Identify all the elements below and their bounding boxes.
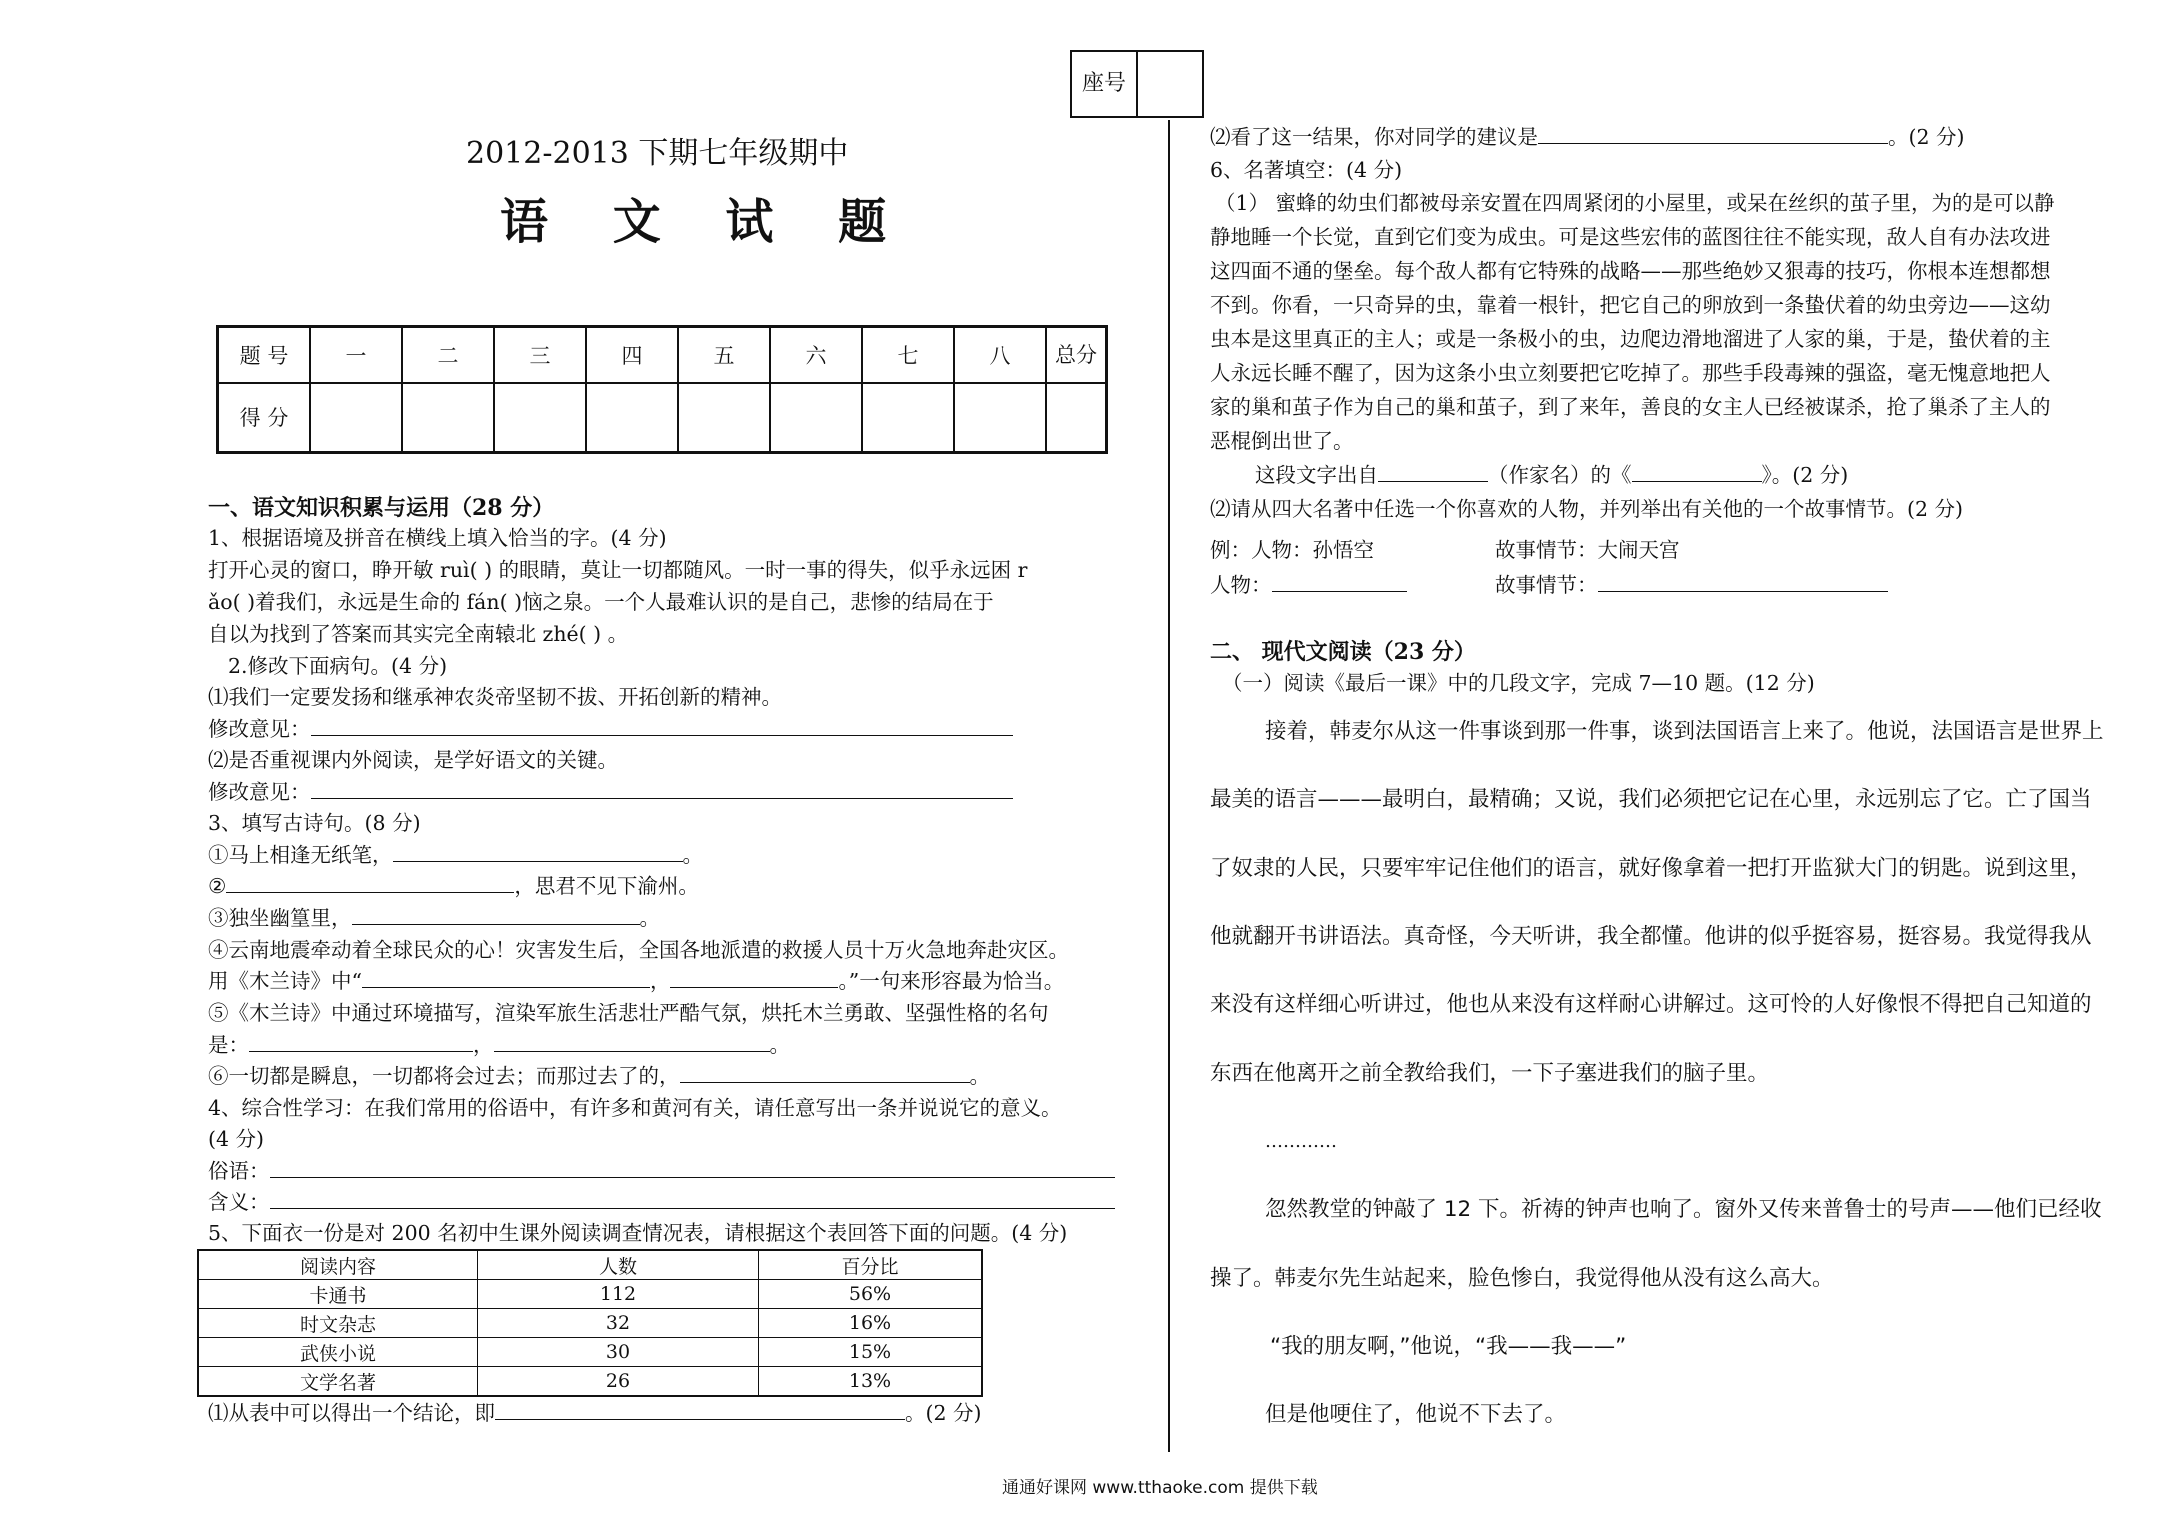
- q3-c-text: ③独坐幽篁里，: [208, 906, 352, 930]
- q2-fix2: [208, 778, 1013, 806]
- reading-line: 来没有这样细心听讲过，他也从来没有这样耐心讲解过。这可怜的人好像恨不得把自己知道的: [1210, 992, 2092, 1017]
- footer-credit: 通通好课网 www.tthaoke.com 提供下载: [1002, 1478, 1318, 1498]
- score-cell[interactable]: [678, 383, 770, 453]
- q3-e2: 是： ， 。: [208, 1033, 790, 1057]
- q1-line2: ǎo( )着我们，永远是生命的 fán( )恼之泉。一个人最难认识的是自己，悲惨的结局在于: [208, 590, 994, 614]
- score-col-2: 二: [402, 327, 494, 383]
- score-table-row1-label: 题 号: [218, 327, 311, 383]
- q5-1-text: ⑴从表中可以得出一个结论，即: [208, 1401, 495, 1425]
- q5-title: 5、下面衣一份是对 200 名初中生课外阅读调查情况表，请根据这个表回答下面的问题。(4 分): [208, 1221, 1068, 1245]
- score-cell[interactable]: [494, 383, 586, 453]
- poem-blank[interactable]: [494, 1031, 770, 1052]
- q6-passage-line: 静地睡一个长觉，直到它们变为成虫。可是这些宏伟的蓝图往往不能实现，敌人自有办法攻进: [1210, 225, 2051, 249]
- meaning-label: 含义：: [208, 1190, 270, 1214]
- q3-d1: ④云南地震牵动着全球民众的心！灾害发生后，全国各地派遣的救援人员十万火急地奔赴灾区。: [208, 938, 1069, 962]
- score-table-row2-label: 得 分: [218, 383, 311, 453]
- meaning-blank[interactable]: [270, 1188, 1115, 1209]
- poem-blank[interactable]: [393, 841, 683, 862]
- survey-cell: 时文杂志: [198, 1309, 478, 1338]
- saying-label: 俗语：: [208, 1159, 270, 1183]
- conclusion-blank[interactable]: [495, 1399, 905, 1420]
- score-col-8: 八: [954, 327, 1046, 383]
- q4-meaning: [208, 1188, 1115, 1216]
- character-field: [1210, 571, 1407, 599]
- plot-label: 故事情节：: [1495, 573, 1598, 597]
- q5-1: [208, 1399, 982, 1427]
- q6-fill: [1255, 461, 1848, 489]
- q5-2: [1210, 123, 1965, 151]
- example-character: 例：人物：孙悟空: [1210, 538, 1374, 562]
- q3-d2-suffix: 。”一句来形容最为恰当。: [838, 969, 1065, 993]
- saying-blank[interactable]: [270, 1157, 1115, 1178]
- q3-f-text: ⑥一切都是瞬息，一切都将会过去；而那过去了的，: [208, 1064, 680, 1088]
- q3-b-prefix: ②: [208, 874, 227, 898]
- survey-cell: 13%: [759, 1367, 983, 1397]
- survey-header: 阅读内容: [198, 1250, 478, 1280]
- q3-e2-text: 是：: [208, 1033, 249, 1057]
- score-cell[interactable]: [586, 383, 678, 453]
- q3-a: ①马上相逢无纸笔， 。: [208, 843, 703, 867]
- q1-title: 1、根据语境及拼音在横线上填入恰当的字。(4 分): [208, 526, 667, 550]
- reading-line: 接着，韩麦尔从这一件事谈到那一件事，谈到法国语言上来了。他说，法国语言是世界上: [1265, 719, 2104, 744]
- poem-blank[interactable]: [680, 1062, 970, 1083]
- suggestion-blank[interactable]: [1538, 123, 1888, 144]
- reading-line: 操了。韩麦尔先生站起来，脸色惨白，我觉得他从没有这么高大。: [1210, 1266, 1834, 1291]
- q3-b-suffix: ，思君不见下渝州。: [514, 874, 699, 898]
- fix-label: 修改意见：: [208, 780, 311, 804]
- score-col-6: 六: [770, 327, 862, 383]
- score-col-4: 四: [586, 327, 678, 383]
- exam-title: 语 文 试 题: [500, 194, 911, 250]
- reading-line: 最美的语言———最明白，最精确；又说，我们必须把它记在心里，永远别忘了它。亡了国当: [1210, 787, 2092, 812]
- table-row: [198, 1309, 982, 1338]
- reading-line: 了奴隶的人民，只要牢牢记住他们的语言，就好像拿着一把打开监狱大门的钥匙。说到这里，: [1210, 856, 2092, 881]
- reading-ellipsis: …………: [1265, 1131, 1337, 1152]
- q3-f: ⑥一切都是瞬息，一切都将会过去；而那过去了的， 。: [208, 1064, 990, 1088]
- survey-cell: 56%: [759, 1280, 983, 1309]
- q6-passage-line: （1） 蜜蜂的幼虫们都被母亲安置在四周紧闭的小屋里，或呆在丝织的茧子里，为的是可以静: [1215, 191, 2055, 215]
- score-col-1: 一: [310, 327, 402, 383]
- q6-passage-line: 这四面不通的堡垒。每个敌人都有它特殊的战略——那些绝妙又狠毒的技巧，你根本连想都想: [1210, 259, 2051, 283]
- survey-cell: 112: [478, 1280, 759, 1309]
- survey-cell: 文学名著: [198, 1367, 478, 1397]
- column-divider: [1168, 120, 1170, 1452]
- poem-blank[interactable]: [362, 967, 650, 988]
- score-cell[interactable]: [862, 383, 954, 453]
- score-table: [216, 325, 1108, 454]
- table-row: [198, 1367, 982, 1397]
- q3-c: ③独坐幽篁里， 。: [208, 906, 660, 930]
- score-col-7: 七: [862, 327, 954, 383]
- fix-label: 修改意见：: [208, 717, 311, 741]
- fix-answer-blank[interactable]: [311, 715, 1013, 736]
- score-cell[interactable]: [402, 383, 494, 453]
- q4-title: 4、综合性学习：在我们常用的俗语中，有许多和黄河有关，请任意写出一条并说说它的意义。: [208, 1096, 1062, 1120]
- score-col-5: 五: [678, 327, 770, 383]
- q5-2-text: ⑵看了这一结果，你对同学的建议是: [1210, 125, 1538, 149]
- q2-sentence2: ⑵是否重视课内外阅读，是学好语文的关键。: [208, 748, 618, 772]
- survey-header: 人数: [478, 1250, 759, 1280]
- q3-d2-prefix: 用《木兰诗》中“: [208, 969, 362, 993]
- fill-text-c: 》。(2 分): [1761, 463, 1849, 487]
- exam-year-line: 2012-2013 下期七年级期中: [466, 136, 849, 171]
- q6-passage-line: 家的巢和茧子作为自己的巢和茧子，到了来年，善良的女主人已经被谋杀，抢了巢杀了主人的: [1210, 395, 2051, 419]
- fill-text-a: 这段文字出自: [1255, 463, 1378, 487]
- score-cell[interactable]: [770, 383, 862, 453]
- q6-passage-line: 人永远长睡不醒了，因为这条小虫立刻要把它吃掉了。那些手段毒辣的强盗，毫无愧意地把人: [1210, 361, 2051, 385]
- q3-d2: 用《木兰诗》中“ ， 。”一句来形容最为恰当。: [208, 969, 1065, 993]
- seat-label: 座号: [1071, 51, 1137, 117]
- q5-1-score: 。(2 分): [905, 1401, 982, 1425]
- survey-cell: 30: [478, 1338, 759, 1367]
- survey-cell: 16%: [759, 1309, 983, 1338]
- survey-cell: 卡通书: [198, 1280, 478, 1309]
- q6-title: 6、名著填空：(4 分): [1210, 158, 1403, 182]
- reading-line: 忽然教堂的钟敲了 12 下。祈祷的钟声也响了。窗外又传来普鲁士的号声——他们已经收: [1265, 1197, 2102, 1222]
- q2-fix1: [208, 715, 1013, 743]
- q2-sentence1: ⑴我们一定要发扬和继承神农炎帝坚韧不拔、开拓创新的精神。: [208, 685, 782, 709]
- q1-line3: 自以为找到了答案而其实完全南辕北 zhé( ) 。: [208, 622, 629, 646]
- fill-text-b: （作家名）的《: [1488, 463, 1632, 487]
- q2-title: 2.修改下面病句。(4 分): [228, 654, 448, 678]
- section1-heading: 一、语文知识积累与运用（28 分）: [208, 495, 555, 521]
- reading-line: “我的朋友啊，”他说，“我——我——”: [1270, 1334, 1627, 1359]
- poem-blank[interactable]: [670, 967, 838, 988]
- example-plot: 故事情节：大闹天宫: [1495, 538, 1680, 562]
- survey-cell: 15%: [759, 1338, 983, 1367]
- survey-cell: 武侠小说: [198, 1338, 478, 1367]
- score-cell[interactable]: [310, 383, 402, 453]
- q6-passage-line: 虫本是这里真正的主人；或是一条极小的虫，边爬边滑地溜进了人家的巢，于是，蛰伏着的主: [1210, 327, 2051, 351]
- poem-blank[interactable]: [249, 1031, 473, 1052]
- plot-field: [1495, 571, 1888, 599]
- survey-header: 百分比: [759, 1250, 983, 1280]
- score-cell[interactable]: [1046, 383, 1107, 453]
- survey-table: [197, 1249, 983, 1397]
- score-col-3: 三: [494, 327, 586, 383]
- poem-blank[interactable]: [226, 872, 514, 893]
- seat-number-box: [1070, 50, 1204, 118]
- q6-passage-line: 不到。你看，一只奇异的虫，靠着一根针，把它自己的卵放到一条蛰伏着的幼虫旁边——这幼: [1210, 293, 2051, 317]
- survey-cell: 26: [478, 1367, 759, 1397]
- seat-input[interactable]: [1137, 51, 1203, 117]
- q6-passage-line: 恶棍倒出世了。: [1210, 429, 1354, 453]
- q3-title: 3、填写古诗句。(8 分): [208, 811, 421, 835]
- reading-line: 东西在他离开之前全教给我们，一下子塞进我们的脑子里。: [1210, 1061, 1770, 1086]
- q1-line1: 打开心灵的窗口，睁开敏 ruì( ) 的眼睛，莫让一切都随风。一时一事的得失，似乎永远困 r: [208, 558, 1028, 582]
- score-col-total: 总分: [1046, 327, 1107, 383]
- q4-saying: [208, 1157, 1115, 1185]
- q6-q2: ⑵请从四大名著中任选一个你喜欢的人物，并列举出有关他的一个故事情节。(2 分): [1210, 497, 1964, 521]
- section2-sub: （一）阅读《最后一课》中的几段文字，完成 7—10 题。(12 分): [1222, 671, 1815, 695]
- character-label: 人物：: [1210, 573, 1272, 597]
- poem-blank[interactable]: [352, 904, 640, 925]
- score-cell[interactable]: [954, 383, 1046, 453]
- reading-line: 但是他哽住了，他说不下去了。: [1265, 1402, 1567, 1427]
- q3-e1: ⑤《木兰诗》中通过环境描写，渲染军旅生活悲壮严酷气氛，烘托木兰勇敢、坚强性格的名句: [208, 1001, 1049, 1025]
- character-blank[interactable]: [1272, 571, 1407, 592]
- plot-blank[interactable]: [1598, 571, 1888, 592]
- table-row: [198, 1280, 982, 1309]
- author-blank[interactable]: [1378, 461, 1488, 482]
- q4-score: (4 分): [208, 1127, 265, 1151]
- survey-cell: 32: [478, 1309, 759, 1338]
- table-row: [198, 1338, 982, 1367]
- fix-answer-blank[interactable]: [311, 778, 1013, 799]
- q5-2-score: 。(2 分): [1888, 125, 1965, 149]
- q3-a-text: ①马上相逢无纸笔，: [208, 843, 393, 867]
- q3-b: [208, 872, 699, 900]
- book-blank[interactable]: [1632, 461, 1762, 482]
- section2-heading: 二、 现代文阅读（23 分）: [1210, 639, 1476, 665]
- reading-line: 他就翻开书讲语法。真奇怪，今天听讲，我全都懂。他讲的似乎挺容易，挺容易。我觉得我从: [1210, 924, 2092, 949]
